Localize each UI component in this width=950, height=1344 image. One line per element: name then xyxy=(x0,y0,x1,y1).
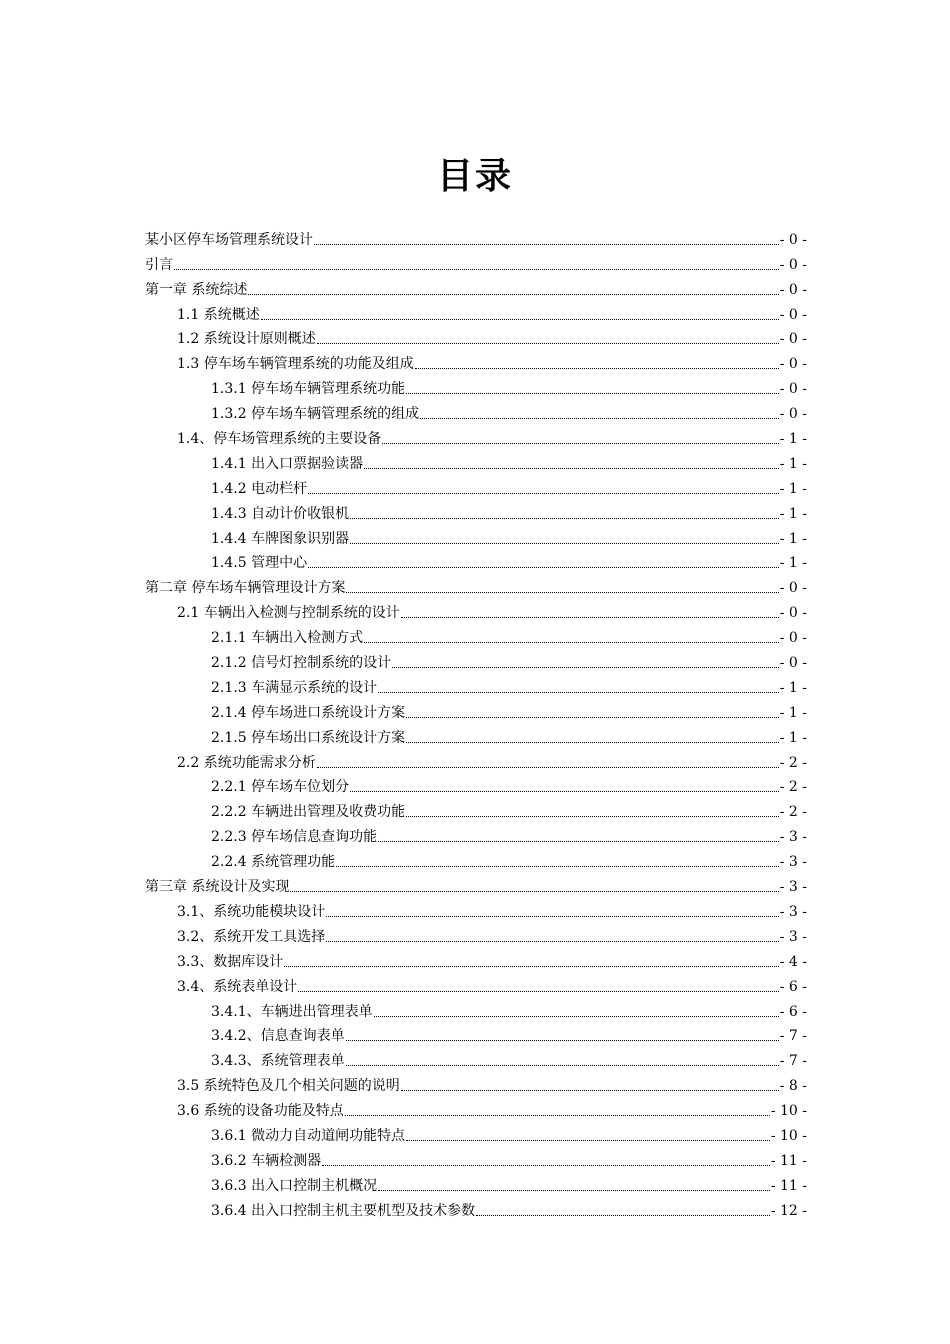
toc-entry-page: - 2 - xyxy=(779,804,807,821)
toc-entry[interactable] xyxy=(145,423,807,448)
toc-entry[interactable] xyxy=(145,747,807,772)
toc-entry[interactable] xyxy=(145,996,807,1021)
toc-entry[interactable] xyxy=(145,846,807,871)
toc-entry-title: 1.4、停车场管理系统的主要设备 xyxy=(177,431,382,448)
dot-leader xyxy=(174,269,779,270)
toc-entry[interactable] xyxy=(145,498,807,523)
toc-entry-title: 3.1、系统功能模块设计 xyxy=(177,903,326,920)
dot-leader xyxy=(350,518,779,519)
toc-entry-title: 第三章 系统设计及实现 xyxy=(145,879,290,896)
dot-leader xyxy=(346,1065,779,1066)
toc-entry-title: 某小区停车场管理系统设计 xyxy=(145,231,313,248)
toc-entry[interactable] xyxy=(145,274,807,299)
toc-entry-title: 2.1 车辆出入检测与控制系统的设计 xyxy=(177,605,400,622)
toc-entry[interactable] xyxy=(145,772,807,797)
toc-entry-page: - 1 - xyxy=(779,530,807,547)
toc-entry-title: 1.4.2 电动栏杆 xyxy=(211,480,308,497)
toc-entry[interactable] xyxy=(145,622,807,647)
toc-entry-title: 3.3、数据库设计 xyxy=(177,953,284,970)
dot-leader xyxy=(406,717,779,718)
dot-leader xyxy=(378,692,779,693)
toc-entry-title: 3.2、系统开发工具选择 xyxy=(177,928,326,945)
toc-entry-page: - 0 - xyxy=(779,630,807,647)
toc-entry[interactable] xyxy=(145,697,807,722)
toc-entry-title: 2.2 系统功能需求分析 xyxy=(177,754,316,771)
toc-entry[interactable] xyxy=(145,1195,807,1220)
dot-leader xyxy=(350,543,779,544)
toc-entry-page: - 2 - xyxy=(779,754,807,771)
dot-leader xyxy=(350,791,779,792)
toc-entry[interactable] xyxy=(145,896,807,921)
toc-entry-title: 1.3 停车场车辆管理系统的功能及组成 xyxy=(177,356,414,373)
toc-entry-page: - 0 - xyxy=(779,381,807,398)
toc-entry-title: 3.6.1 微动力自动道闸功能特点 xyxy=(211,1127,406,1144)
dot-leader xyxy=(378,1190,770,1191)
toc-entry[interactable] xyxy=(145,548,807,573)
toc-entry-page: - 2 - xyxy=(779,779,807,796)
toc-entry-title: 3.5 系统特色及几个相关问题的说明 xyxy=(177,1078,400,1095)
dot-leader xyxy=(326,941,778,942)
toc-entry[interactable] xyxy=(145,249,807,274)
toc-entry-page: - 1 - xyxy=(779,555,807,572)
toc-entry-page: - 7 - xyxy=(779,1028,807,1045)
dot-leader xyxy=(345,1115,770,1116)
toc-entry[interactable] xyxy=(145,324,807,349)
toc-entry-page: - 3 - xyxy=(779,879,807,896)
dot-leader xyxy=(406,742,779,743)
toc-entry-page: - 1 - xyxy=(779,431,807,448)
toc-entry-title: 2.1.5 停车场出口系统设计方案 xyxy=(211,729,406,746)
toc-entry-page: - 1 - xyxy=(779,480,807,497)
toc-entry-title: 2.1.4 停车场进口系统设计方案 xyxy=(211,704,406,721)
toc-entry[interactable] xyxy=(145,946,807,971)
dot-leader xyxy=(346,592,778,593)
dot-leader xyxy=(317,767,779,768)
toc-entry[interactable] xyxy=(145,921,807,946)
toc-entry-title: 2.2.4 系统管理功能 xyxy=(211,854,336,871)
dot-leader xyxy=(326,916,778,917)
toc-entry-page: - 7 - xyxy=(779,1053,807,1070)
toc-entry[interactable] xyxy=(145,1095,807,1120)
dot-leader xyxy=(308,493,779,494)
toc-entry[interactable] xyxy=(145,821,807,846)
toc-entry-page: - 1 - xyxy=(779,505,807,522)
toc-entry-page: - 12 - xyxy=(770,1202,807,1219)
toc-entry-title: 2.2.2 车辆进出管理及收费功能 xyxy=(211,804,406,821)
toc-entry[interactable] xyxy=(145,1170,807,1195)
toc-entry-title: 3.4.3、系统管理表单 xyxy=(211,1053,345,1070)
dot-leader xyxy=(261,319,779,320)
toc-entry-page: - 1 - xyxy=(779,455,807,472)
toc-entry-page: - 1 - xyxy=(779,704,807,721)
toc-entry[interactable] xyxy=(145,473,807,498)
toc-entry[interactable] xyxy=(145,373,807,398)
dot-leader xyxy=(374,1016,779,1017)
dot-leader xyxy=(476,1215,770,1216)
dot-leader xyxy=(248,294,778,295)
toc-entry[interactable] xyxy=(145,1070,807,1095)
toc-entry[interactable] xyxy=(145,523,807,548)
dot-leader xyxy=(378,841,779,842)
toc-entry-title: 2.2.3 停车场信息查询功能 xyxy=(211,829,378,846)
toc-entry-title: 3.6.4 出入口控制主机主要机型及技术参数 xyxy=(211,1202,476,1219)
toc-entry-title: 1.4.1 出入口票据验读器 xyxy=(211,455,364,472)
toc-entry-title: 3.4.2、信息查询表单 xyxy=(211,1028,345,1045)
toc-entry[interactable] xyxy=(145,1120,807,1145)
dot-leader xyxy=(406,816,779,817)
toc-entry-page: - 1 - xyxy=(779,729,807,746)
toc-entry-title: 2.1.2 信号灯控制系统的设计 xyxy=(211,655,392,672)
toc-entry-page: - 11 - xyxy=(770,1177,807,1194)
page-title: 目录 xyxy=(436,155,513,197)
dot-leader xyxy=(317,343,779,344)
toc-entry-title: 第二章 停车场车辆管理设计方案 xyxy=(145,580,346,597)
toc-entry-title: 2.2.1 停车场车位划分 xyxy=(211,779,350,796)
toc-entry-title: 1.4.3 自动计价收银机 xyxy=(211,505,350,522)
toc-entry[interactable] xyxy=(145,448,807,473)
toc-entry-title: 1.3.1 停车场车辆管理系统功能 xyxy=(211,381,406,398)
toc-entry[interactable] xyxy=(145,398,807,423)
dot-leader xyxy=(401,617,779,618)
toc-entry-title: 引言 xyxy=(145,256,173,273)
dot-leader xyxy=(346,1040,779,1041)
toc-entry-page: - 0 - xyxy=(779,580,807,597)
toc-entry[interactable] xyxy=(145,348,807,373)
toc-entry-title: 3.4、系统表单设计 xyxy=(177,978,298,995)
toc-entry-page: - 1 - xyxy=(779,679,807,696)
toc-entry-title: 3.6 系统的设备功能及特点 xyxy=(177,1103,344,1120)
toc-entry-title: 第一章 系统综述 xyxy=(145,281,248,298)
dot-leader xyxy=(290,891,778,892)
dot-leader xyxy=(298,991,778,992)
toc-entry-title: 1.3.2 停车场车辆管理系统的组成 xyxy=(211,406,420,423)
toc-entry-page: - 0 - xyxy=(779,331,807,348)
toc-entry[interactable] xyxy=(145,672,807,697)
dot-leader xyxy=(364,468,779,469)
toc-entry-page: - 4 - xyxy=(779,953,807,970)
toc-entry-title: 1.1 系统概述 xyxy=(177,306,260,323)
toc-entry-page: - 6 - xyxy=(779,978,807,995)
dot-leader xyxy=(284,966,778,967)
dot-leader xyxy=(314,244,779,245)
toc-entry-title: 2.1.1 车辆出入检测方式 xyxy=(211,630,364,647)
toc-entry[interactable] xyxy=(145,971,807,996)
toc-entry[interactable] xyxy=(145,597,807,622)
toc-entry[interactable] xyxy=(145,572,807,597)
toc-entry-page: - 0 - xyxy=(779,306,807,323)
dot-leader xyxy=(308,567,779,568)
toc-entry[interactable] xyxy=(145,647,807,672)
toc-entry-page: - 8 - xyxy=(779,1078,807,1095)
dot-leader xyxy=(406,393,779,394)
toc-entry-page: - 0 - xyxy=(779,231,807,248)
toc-entry-page: - 0 - xyxy=(779,356,807,373)
toc-entry-page: - 0 - xyxy=(779,281,807,298)
toc-entry-page: - 6 - xyxy=(779,1003,807,1020)
toc-entry-title: 2.1.3 车满显示系统的设计 xyxy=(211,679,378,696)
toc-entry-page: - 10 - xyxy=(770,1103,807,1120)
toc-entry-page: - 3 - xyxy=(779,903,807,920)
toc-entry[interactable] xyxy=(145,722,807,747)
toc-entry-title: 1.2 系统设计原则概述 xyxy=(177,331,316,348)
toc-entry-page: - 0 - xyxy=(779,256,807,273)
dot-leader xyxy=(415,368,779,369)
dot-leader xyxy=(420,418,779,419)
toc-entry[interactable] xyxy=(145,871,807,896)
toc-entry-title: 3.6.3 出入口控制主机概况 xyxy=(211,1177,378,1194)
toc-entry-page: - 3 - xyxy=(779,854,807,871)
toc-entry[interactable] xyxy=(145,299,807,324)
toc-entry-page: - 0 - xyxy=(779,655,807,672)
toc-entry-title: 3.4.1、车辆进出管理表单 xyxy=(211,1003,373,1020)
dot-leader xyxy=(336,866,779,867)
toc-entry-page: - 3 - xyxy=(779,928,807,945)
toc-entry[interactable] xyxy=(145,796,807,821)
dot-leader xyxy=(382,443,778,444)
toc-entry-title: 1.4.5 管理中心 xyxy=(211,555,308,572)
toc-entry[interactable] xyxy=(145,1021,807,1046)
toc-entry-page: - 0 - xyxy=(779,406,807,423)
toc-entry-title: 1.4.4 车牌图象识别器 xyxy=(211,530,350,547)
toc-entry-page: - 0 - xyxy=(779,605,807,622)
toc-entry-page: - 3 - xyxy=(779,829,807,846)
toc-entry[interactable] xyxy=(145,224,807,249)
toc-entry-page: - 10 - xyxy=(770,1127,807,1144)
toc-entry[interactable] xyxy=(145,1145,807,1170)
dot-leader xyxy=(322,1165,770,1166)
toc-entry-page: - 11 - xyxy=(770,1152,807,1169)
table-of-contents xyxy=(145,224,807,1220)
dot-leader xyxy=(392,667,779,668)
dot-leader xyxy=(364,642,779,643)
dot-leader xyxy=(406,1140,770,1141)
toc-entry[interactable] xyxy=(145,1045,807,1070)
dot-leader xyxy=(401,1090,779,1091)
toc-entry-title: 3.6.2 车辆检测器 xyxy=(211,1152,322,1169)
